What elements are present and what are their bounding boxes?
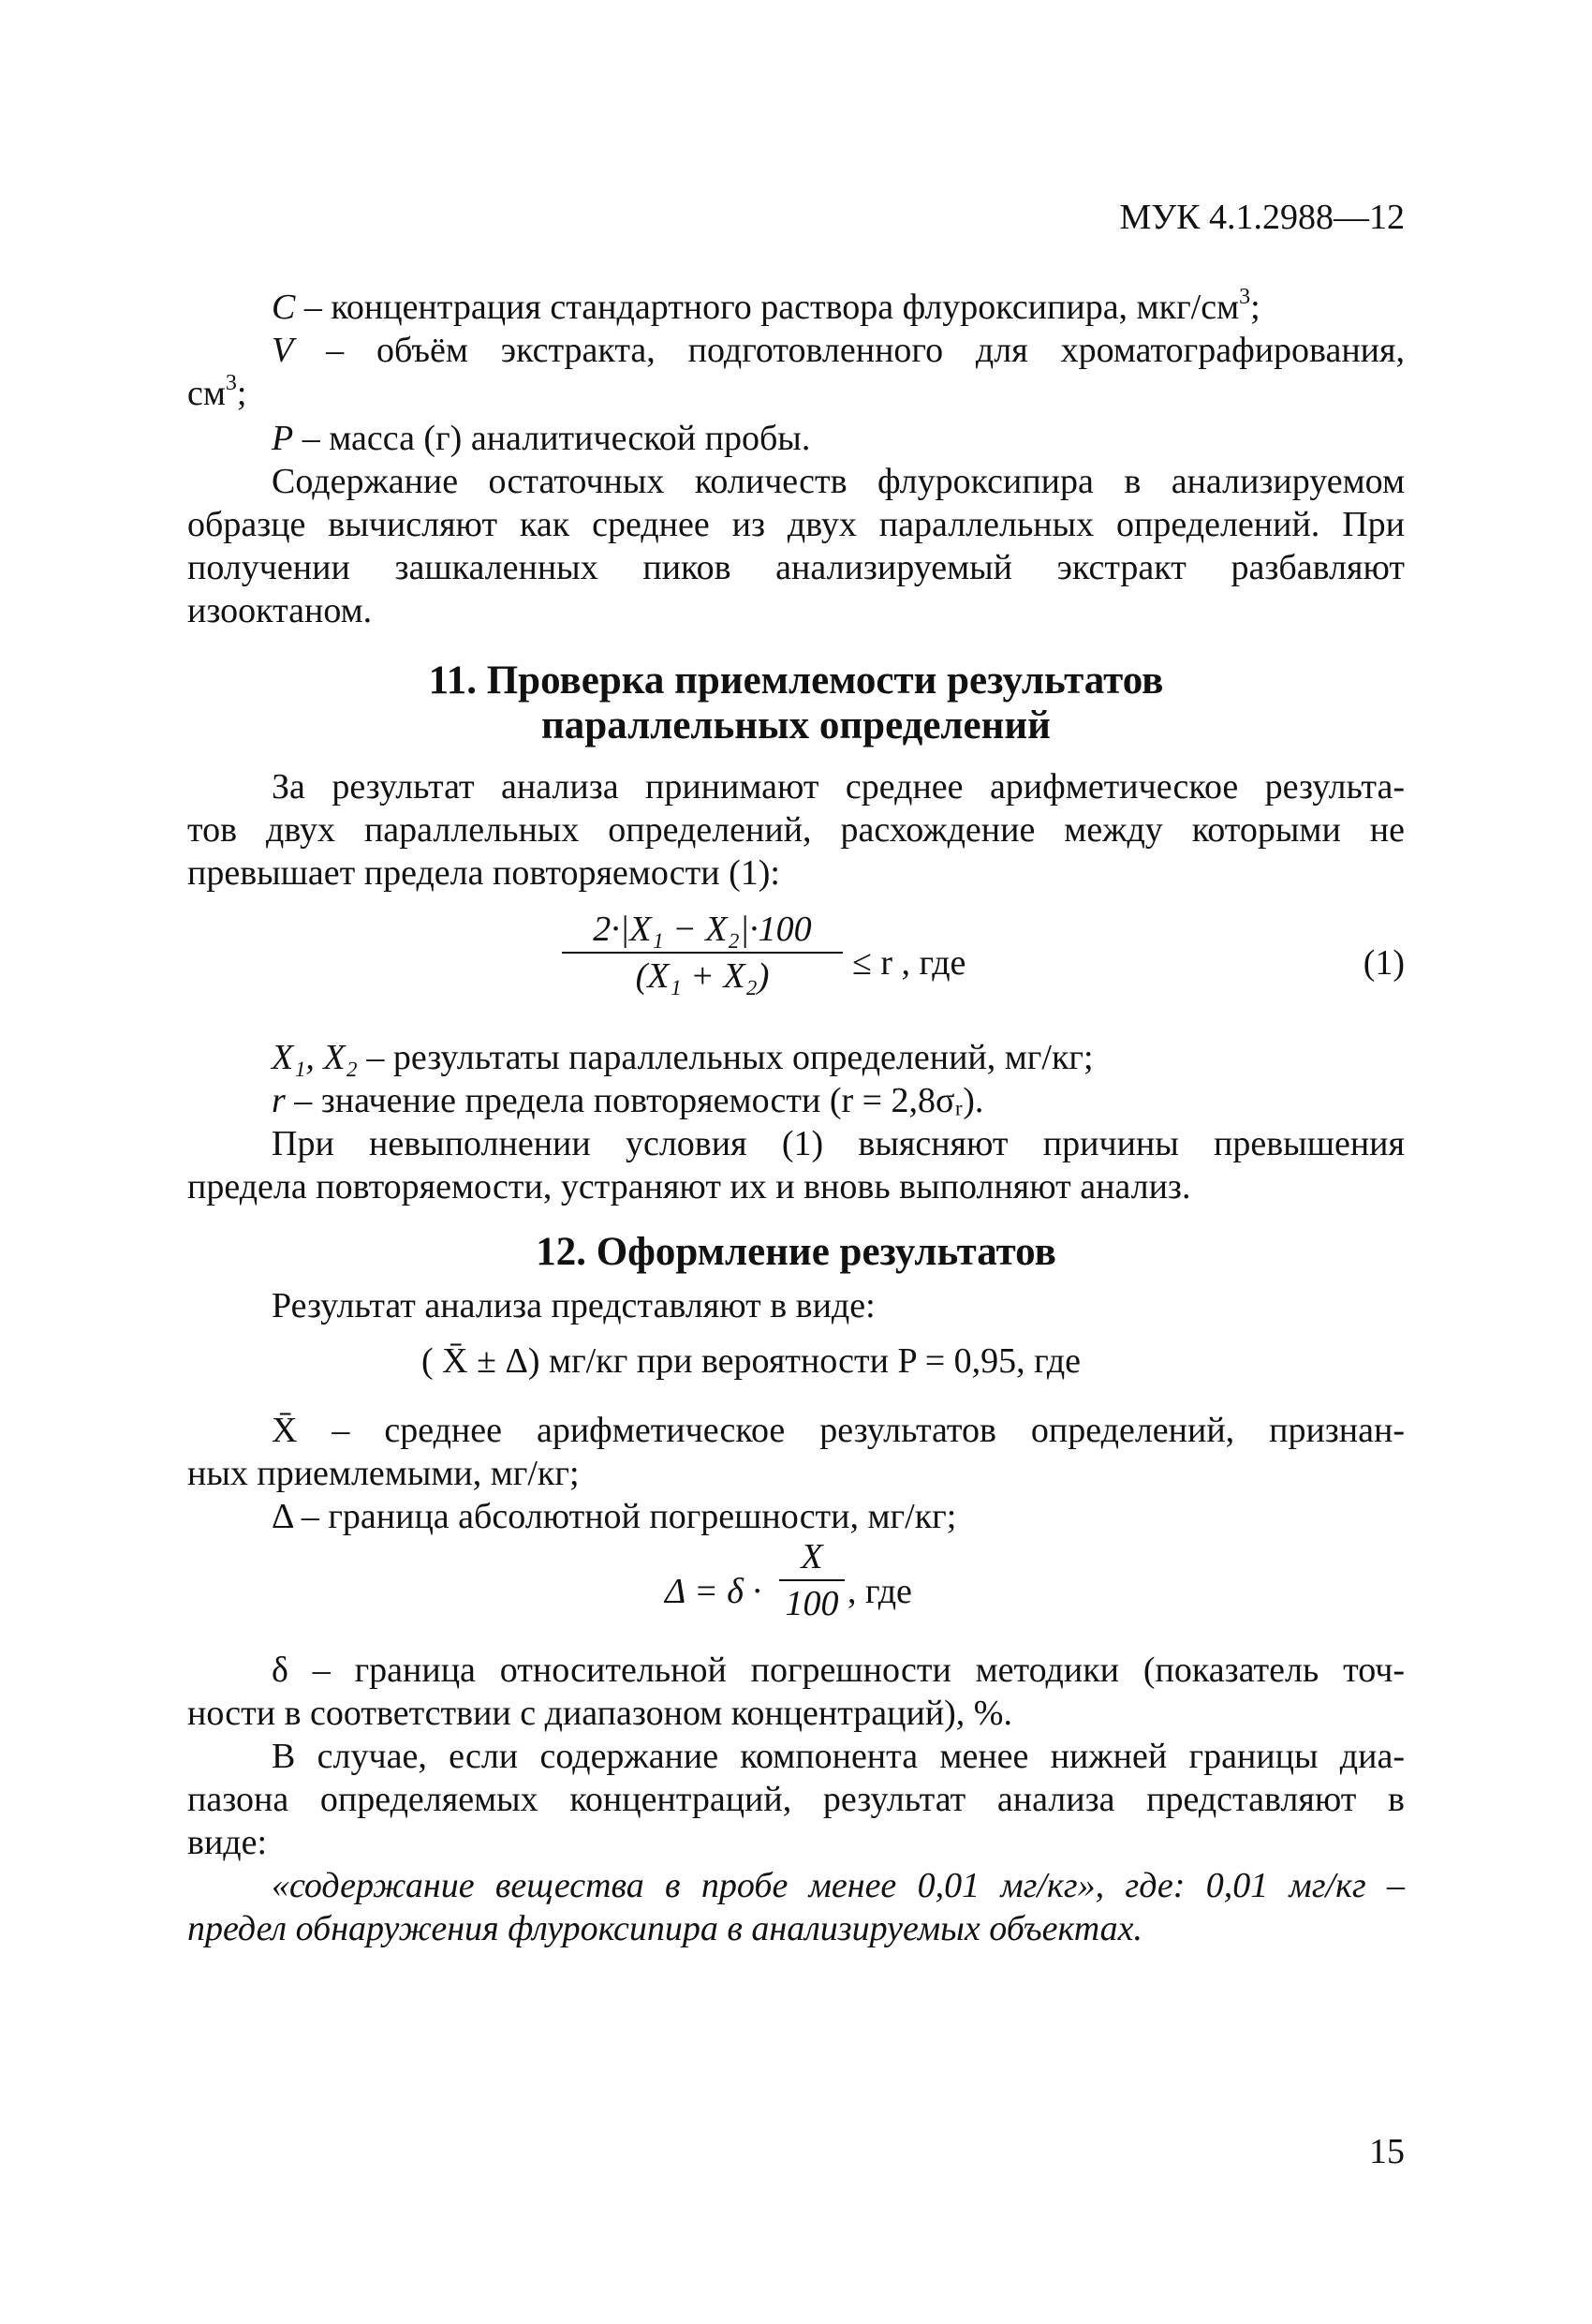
para1-line-3: получении зашкаленных пиков анализируемый экстракт разбавляют <box>187 548 1405 587</box>
def-v-tail: ; <box>236 374 247 413</box>
s12-italic-line-2: предел обнаружения флуроксипира в анализируемых объектах. <box>187 1909 1143 1948</box>
def-xbar-line-1: X̄ – среднее арифметическое результатов определений, признан- <box>272 1411 1405 1450</box>
formula-1-denominator: (X₁ + X₂) <box>635 956 770 996</box>
s11-para-line-3: превышает предела повторяемости (1): <box>187 853 780 893</box>
section-11-title-2: параллельных определений <box>541 703 1051 748</box>
page-number: 15 <box>1369 2132 1405 2171</box>
section-12-title: 12. Оформление результатов <box>536 1230 1056 1274</box>
def-x-text: – результаты параллельных определений, мг/кг; <box>357 1038 1094 1077</box>
def-c-tail: ; <box>1250 288 1260 327</box>
def-c-sup: 3 <box>1239 285 1251 309</box>
s11-para-line-2: тов двух параллельных определений, расхождение между которыми не <box>187 810 1405 850</box>
def-r-text: – значение предела повторяемости (r = 2,8σᵣ). <box>285 1081 984 1120</box>
def-v-text: – объём экстракта, подготовленного для хроматографирования, <box>293 331 1405 370</box>
s12-para-line-1: В случае, если содержание компонента менее нижней границы диа- <box>272 1737 1405 1776</box>
formula-2-fraction-bar <box>779 1579 845 1581</box>
def-v-cont-text: см <box>187 374 226 413</box>
repeatability-formula <box>562 909 843 997</box>
def-v-cont <box>187 372 246 415</box>
def-p <box>272 417 810 460</box>
s12-italic-line-1: «содержание вещества в пробе менее 0,01 мг/кг», где: 0,01 мг/кг – <box>272 1866 1405 1905</box>
s12-result-form: ( X̄ ± Δ) мг/кг при вероятности P = 0,95, где <box>421 1341 1082 1381</box>
def-delta: Δ – граница абсолютной погрешности, мг/кг; <box>272 1497 957 1536</box>
def-x-symbol: X₁, X₂ <box>272 1038 358 1077</box>
def-v-sup: 3 <box>225 371 237 395</box>
def-delta-rel-line-1: δ – граница относительной погрешности методики (показатель точ- <box>272 1650 1405 1690</box>
s12-para-line-3: виде: <box>187 1823 268 1862</box>
def-r-symbol: r <box>272 1081 286 1120</box>
formula-2-lhs: Δ = δ · <box>665 1572 761 1611</box>
s12-para-line-2: пазона определяемых концентраций, результат анализа представляют в <box>187 1780 1405 1819</box>
def-r <box>272 1079 983 1122</box>
s12-intro: Результат анализа представляют в виде: <box>272 1286 876 1325</box>
formula-1-numerator: 2·|X₁ − X₂|·100 <box>593 910 812 949</box>
formula-1-rhs: ≤ r , где <box>852 943 966 983</box>
para1-line-4: изооктаном. <box>187 591 373 630</box>
def-p-symbol: P <box>272 419 294 458</box>
def-x1-x2 <box>272 1036 1094 1079</box>
formula-2-denominator: 100 <box>785 1584 839 1623</box>
formula-2-numerator: X <box>801 1537 823 1576</box>
def-c <box>272 286 1260 329</box>
def-c-text: – концентрация стандартного раствора флуроксипира, мкг/см <box>295 288 1240 327</box>
section-11-title-1: 11. Проверка приемлемости результатов <box>428 659 1164 703</box>
def-c-symbol: C <box>272 288 296 327</box>
formula-1-number: (1) <box>1363 943 1405 983</box>
def-v-symbol: V <box>272 331 294 370</box>
def-xbar-line-2: ных приемлемыми, мг/кг; <box>187 1454 580 1493</box>
formula-1-fraction-bar <box>562 952 843 954</box>
def-v <box>272 329 1405 372</box>
para1-line-1: Содержание остаточных количеств флуроксипира в анализируемом <box>272 462 1405 501</box>
s11-para-line-1: За результат анализа принимают среднее арифметическое результа- <box>272 767 1405 807</box>
para1-line-2: образце вычисляют как среднее из двух параллельных определений. При <box>187 505 1405 544</box>
def-p-text: – масса (г) аналитической пробы. <box>293 419 811 458</box>
document-code: МУК 4.1.2988—12 <box>1119 198 1405 237</box>
s11-para2-line-1: При невыполнении условия (1) выясняют причины превышения <box>272 1124 1405 1163</box>
formula-2-rhs: , где <box>848 1572 912 1611</box>
delta-formula <box>779 1536 845 1624</box>
s11-para2-line-2: предела повторяемости, устраняют их и вновь выполняют анализ. <box>187 1167 1191 1206</box>
def-delta-rel-line-2: ности в соответствии с диапазоном концентраций), %. <box>187 1694 1012 1733</box>
